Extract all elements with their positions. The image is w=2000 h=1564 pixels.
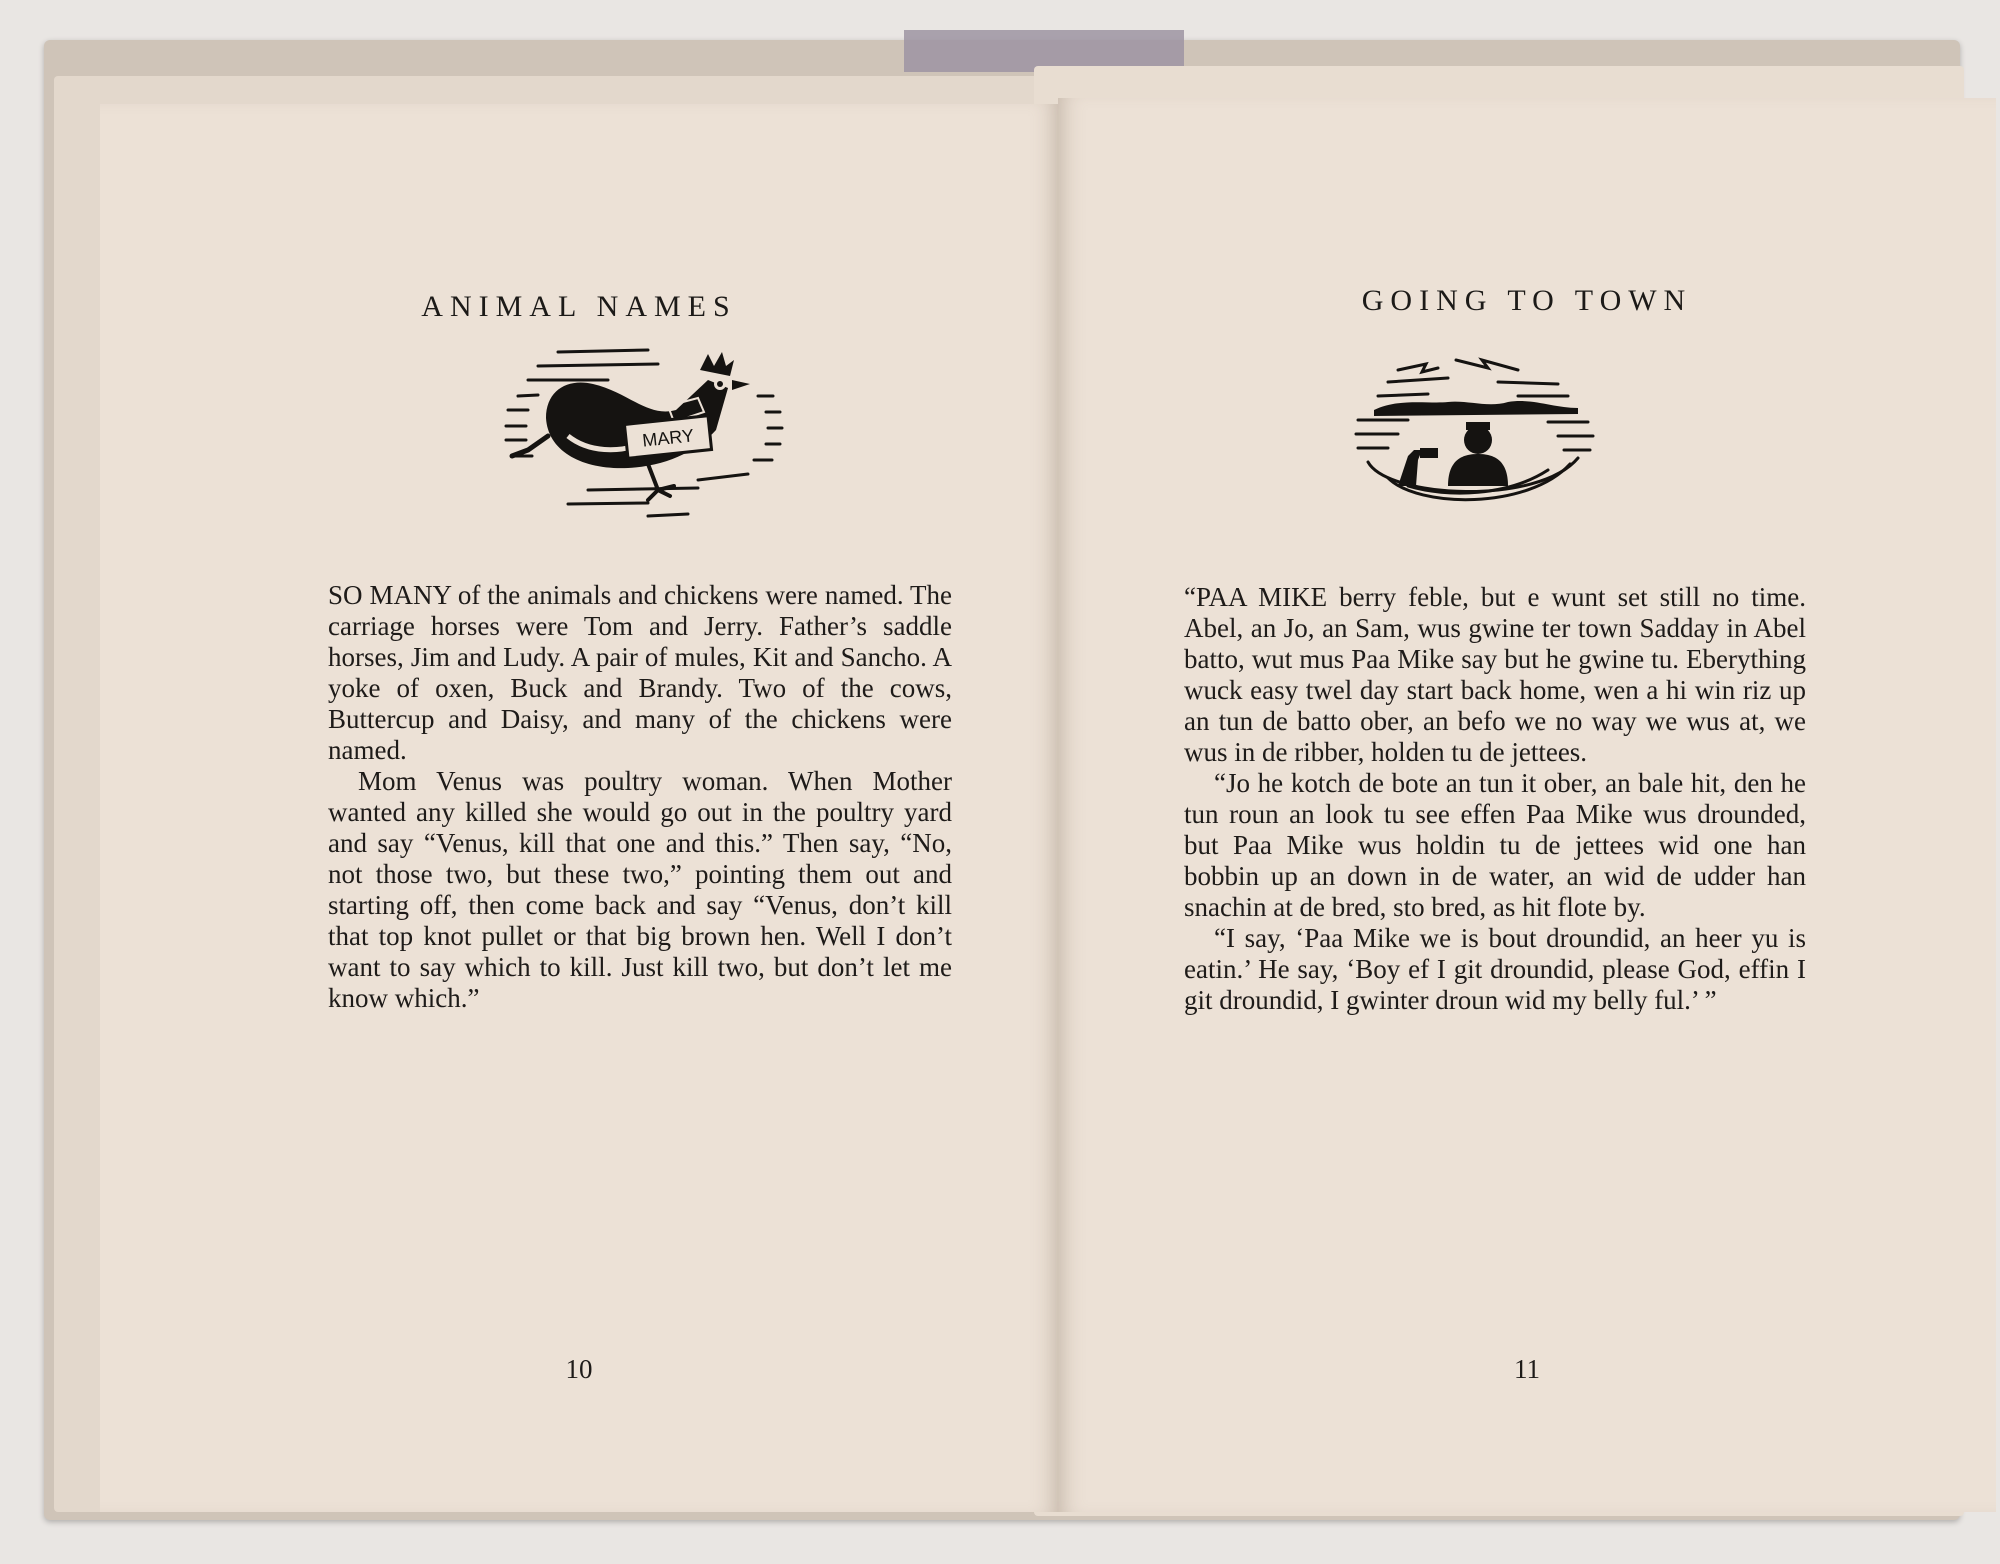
chicken-tag-label: MARY	[641, 425, 695, 451]
paragraph: “I say, ‘Paa Mike we is bout droundid, an heer yu is eatin.’ He say, ‘Boy ef I git droundid, please God, effin I git droundid, I gwinter droun wid my belly ful.’ ”	[1184, 923, 1806, 1015]
paragraph: Mom Venus was poultry woman. When Mother wanted any killed she would go out in the poultry yard and say “Venus, kill that one and this.” Then say, “No, not those two, but these two,” pointing them out and starting off, then come back and say “Venus, don’t kill that top knot pullet or that big brown hen. Well I don’t want to say which to kill. Just kill two, but don’t let me know which.”	[328, 766, 952, 1013]
chicken-illustration	[498, 340, 798, 520]
left-page-heading: ANIMAL NAMES	[421, 290, 737, 323]
right-page-body	[1184, 582, 1806, 1016]
right-page	[1058, 98, 1996, 1512]
page-number-left: 10	[565, 1354, 593, 1384]
paragraph: “Jo he kotch de bote an tun it ober, an bale hit, den he tun roun an look tu see effen Paa Mike wus drounded, but Paa Mike wus holdin tu de jettees wid one han bobbin up an down in de water, an wid de udder han snachin at de bred, sto bred, as hit flote by.	[1184, 768, 1806, 922]
paragraph: SO MANY of the animals and chickens were named. The carriage horses were Tom and Jerry. Father’s saddle horses, Jim and Ludy. A pair of mules, Kit and Sancho. A yoke of oxen, Buck and Brandy. Two of the cows, Buttercup and Daisy, and many of the chickens were named.	[328, 580, 952, 765]
right-page-heading: GOING TO TOWN	[1361, 284, 1693, 317]
man-in-river-illustration	[1338, 338, 1608, 528]
paragraph: “PAA MIKE berry feble, but e wunt set still no time. Abel, an Jo, an Sam, wus gwine ter town Sadday in Abel batto, wut mus Paa Mike say but he gwine tu. Eberything wuck easy twel day start back home, wen a hi win riz up an tun de batto ober, an befo we no way we wus at, we wus in de ribber, holden tu de jettees.	[1184, 582, 1806, 767]
left-page	[100, 104, 1058, 1512]
page-number-right: 11	[1514, 1354, 1540, 1384]
open-book	[44, 40, 1960, 1520]
left-page-body	[328, 580, 952, 1014]
